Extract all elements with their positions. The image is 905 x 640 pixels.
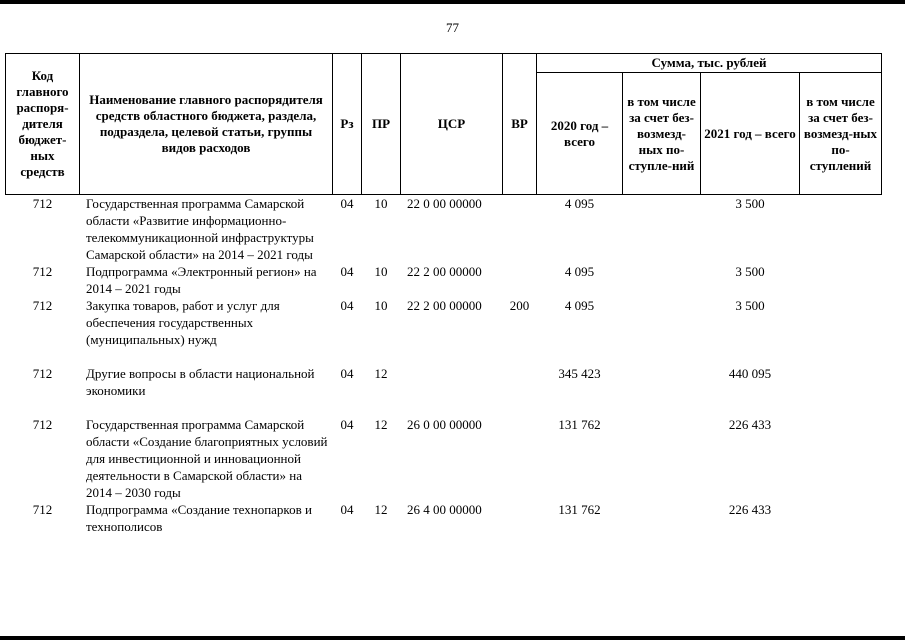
cell-2020-free: [623, 195, 701, 264]
cell-vr: [503, 263, 537, 297]
header-pr: ПР: [362, 54, 401, 195]
cell-name: Подпрограмма «Электронный регион» на 2014 – 2021 годы: [86, 264, 317, 296]
cell-vr: 200: [509, 298, 530, 313]
cell-name: Другие вопросы в области национальной экономики: [86, 366, 315, 398]
cell-code: 712: [32, 298, 53, 313]
cell-2020-free: [623, 399, 701, 501]
cell-code: 712: [32, 417, 53, 432]
budget-table: [5, 53, 882, 535]
cell-2020-total: 131 762: [558, 502, 601, 517]
cell-csr: 22 2 00 00000: [407, 264, 482, 279]
header-csr: ЦСР: [401, 54, 503, 195]
cell-2021-total: 226 433: [728, 502, 772, 517]
cell-rz: 04: [340, 298, 354, 313]
cell-2021-total: 226 433: [728, 417, 772, 432]
cell-code: 712: [32, 196, 53, 211]
header-code: Код главного распоря-дителя бюджет-ных средств: [6, 54, 80, 195]
cell-2021-total: 3 500: [735, 196, 765, 211]
table-row: [6, 501, 882, 535]
cell-rz: 04: [340, 264, 354, 279]
top-border: [0, 0, 905, 4]
cell-rz: 04: [340, 366, 354, 381]
cell-2021-free: [800, 195, 882, 264]
cell-2021-free: [800, 501, 882, 535]
cell-2021-total: 440 095: [728, 366, 772, 381]
header-2020-free: в том числе за счет без-возмезд-ных по-ступле-ний: [623, 73, 701, 195]
cell-pr: 12: [374, 417, 388, 432]
cell-csr: [401, 348, 503, 399]
cell-pr: 12: [374, 502, 388, 517]
cell-2021-free: [800, 348, 882, 399]
table-header: [6, 54, 882, 195]
cell-2020-total: 4 095: [564, 298, 595, 313]
page-number: 77: [446, 20, 459, 35]
header-sum-group: Сумма, тыс. рублей: [537, 54, 882, 73]
cell-code: 712: [32, 264, 53, 279]
cell-2021-total: 3 500: [735, 264, 765, 279]
cell-2021-total: 3 500: [735, 298, 765, 313]
cell-vr: [503, 399, 537, 501]
cell-2020-total: 4 095: [564, 196, 595, 211]
cell-2020-total: 131 762: [558, 417, 601, 432]
cell-2020-free: [623, 348, 701, 399]
cell-csr: 22 2 00 00000: [407, 298, 482, 313]
header-name: Наименование главного распорядителя средств областного бюджета, раздела, подраздела, целевой статьи, группы видов расходов: [80, 54, 333, 195]
cell-csr: 26 0 00 00000: [407, 417, 482, 432]
cell-csr: 22 0 00 00000: [407, 196, 482, 211]
header-2020-total: 2020 год – всего: [537, 73, 623, 195]
cell-vr: [503, 195, 537, 264]
cell-name: Государственная программа Самарской области «Создание благоприятных условий для инвестиционной и инновационной деятельности в Самарской области» на 2014 – 2030 годы: [86, 417, 328, 500]
header-vr: ВР: [503, 54, 537, 195]
cell-pr: 10: [374, 196, 388, 211]
cell-rz: 04: [340, 417, 354, 432]
cell-code: 712: [32, 366, 53, 381]
cell-2020-free: [623, 501, 701, 535]
table-row: [6, 399, 882, 501]
cell-pr: 10: [374, 264, 388, 279]
cell-name: Подпрограмма «Создание технопарков и технополисов: [86, 502, 312, 534]
bottom-border: [0, 636, 905, 640]
header-2021-total: 2021 год – всего: [701, 73, 800, 195]
cell-2021-free: [800, 263, 882, 297]
table-body: [6, 195, 882, 536]
cell-2020-free: [623, 297, 701, 348]
cell-pr: 12: [374, 366, 388, 381]
cell-name: Государственная программа Самарской области «Развитие информационно-телекоммуникационной инфраструктуры Самарской области» на 2014 – 2021 годы: [86, 196, 314, 262]
table-row: [6, 348, 882, 399]
table-row: [6, 195, 882, 264]
cell-name: Закупка товаров, работ и услуг для обеспечения государственных (муниципальных) нужд: [86, 298, 280, 347]
cell-2021-free: [800, 297, 882, 348]
cell-rz: 04: [340, 502, 354, 517]
cell-code: 712: [32, 502, 53, 517]
cell-2020-free: [623, 263, 701, 297]
cell-pr: 10: [374, 298, 388, 313]
table-row: [6, 297, 882, 348]
header-rz: Рз: [333, 54, 362, 195]
cell-csr: 26 4 00 00000: [407, 502, 482, 517]
table-row: [6, 263, 882, 297]
header-2021-free: в том числе за счет без-возмезд-ных по-ступлений: [800, 73, 882, 195]
cell-2020-total: 4 095: [564, 264, 595, 279]
cell-rz: 04: [340, 196, 354, 211]
cell-2021-free: [800, 399, 882, 501]
cell-2020-total: 345 423: [558, 366, 601, 381]
cell-vr: [503, 348, 537, 399]
cell-vr: [503, 501, 537, 535]
